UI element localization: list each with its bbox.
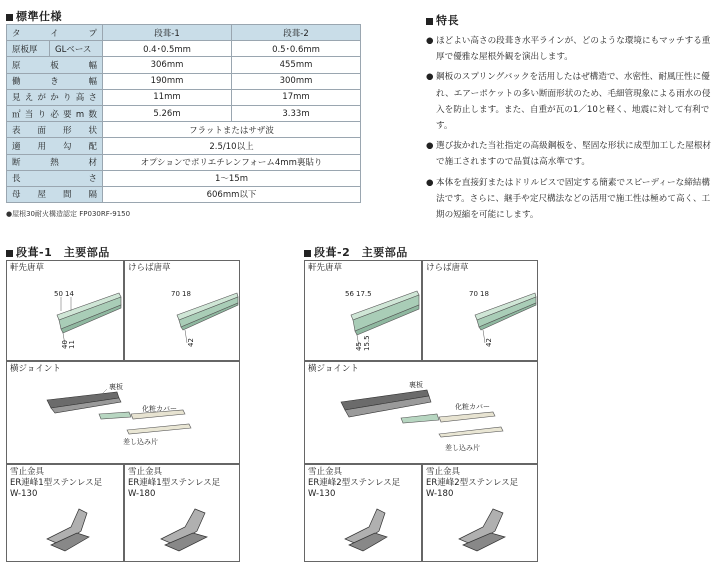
spec-row	[7, 105, 361, 121]
spec-row-label: 適 用 勾 配	[7, 138, 103, 154]
spec-row	[7, 122, 361, 138]
kesho-cover-label: 化粧カバー	[455, 403, 490, 411]
parts1-section-title	[6, 244, 110, 260]
dim-label: 40	[61, 340, 69, 349]
yuki-sub-label: ER連峰1型ステンレス足	[10, 478, 103, 488]
spec-cell: 0.4･0.5mm	[103, 41, 232, 57]
fire-cert-note: ●屋根30耐火構造認定 FP030RF-9150	[6, 210, 131, 218]
sashikomi-label: 差し込み片	[445, 444, 480, 452]
parts2-yuki1-cell	[304, 464, 422, 562]
parts1-yuki2-cell	[124, 464, 240, 562]
yuki-label: 雪止金具	[128, 467, 163, 477]
parts1-noki-cell	[6, 260, 124, 361]
spec-cell: 300mm	[232, 73, 361, 89]
parts1-yuki1-cell	[6, 464, 124, 562]
dim-label: 50	[54, 290, 63, 298]
yuki-sub-label: ER連峰1型ステンレス足	[128, 478, 221, 488]
noki-karakusa-drawing	[305, 275, 421, 361]
kera-label: けらば唐草	[128, 263, 171, 273]
spec-header-type: タ イ プ	[7, 25, 103, 41]
dim-label: 11	[68, 340, 76, 349]
bullet-icon: ●	[426, 141, 434, 152]
features-list	[426, 33, 716, 227]
dim-label: 18	[480, 290, 489, 298]
yukidome-bracket-drawing	[125, 501, 239, 561]
yuki-sub-label: ER連峰2型ステンレス足	[308, 478, 401, 488]
feature-item	[426, 175, 716, 224]
yuki-label: 雪止金具	[426, 467, 461, 477]
spec-cell: 17mm	[232, 89, 361, 105]
yoko-joint-drawing	[7, 362, 239, 462]
yukidome-bracket-drawing	[305, 501, 421, 561]
features-section-title	[426, 12, 459, 28]
feature-text: 本体を直接釘またはドリルビスで固定する簡素でスピーディーな締結構法です。さらに、継手や定尺構法などの活用で施工性は極めて高く、工期の短縮を可能にします。	[436, 177, 711, 221]
joint-label: 横ジョイント	[308, 364, 359, 374]
spec-row-label: 見えがかり高さ	[7, 89, 103, 105]
spec-row	[7, 41, 361, 57]
feature-item	[426, 138, 716, 170]
spec-row	[7, 186, 361, 202]
dim-label: 18	[182, 290, 191, 298]
dim-label: 14	[65, 290, 74, 298]
feature-item	[426, 69, 716, 134]
dim-label: 56	[345, 290, 354, 298]
sashikomi-label: 差し込み片	[123, 438, 158, 446]
yuki-label: 雪止金具	[308, 467, 343, 477]
noki-label: 軒先唐草	[10, 263, 45, 273]
bullet-icon: ●	[426, 36, 434, 46]
yuki-code-label: W-130	[308, 489, 336, 499]
spec-cell: 3.33m	[232, 105, 361, 121]
yuki1-labels	[10, 467, 102, 500]
kera-label: けらば唐草	[426, 263, 469, 273]
spec-row-label: ㎡当り必要m数	[7, 105, 103, 121]
parts2-section-title	[304, 244, 408, 260]
spec-row-label: 長 さ	[7, 170, 103, 186]
dim-label: 42	[485, 338, 493, 347]
square-bullet-icon	[426, 18, 433, 25]
joint-label: 横ジョイント	[10, 364, 61, 374]
spec-cell: 5.26m	[103, 105, 232, 121]
spec-cell: 11mm	[103, 89, 232, 105]
square-bullet-icon	[6, 14, 13, 21]
yuki-sub-label: ER連峰2型ステンレス足	[426, 478, 519, 488]
spec-cell-span: 2.5/10以上	[103, 138, 361, 154]
yukidome-bracket-drawing	[423, 501, 537, 561]
yukidome-bracket-drawing	[7, 501, 123, 561]
spec-row	[7, 89, 361, 105]
feature-text: 選び抜かれた当社指定の高級鋼板を、堅固な形状に成型加工した屋根材で施工されますので品質は高水準です。	[436, 141, 712, 168]
yuki2-labels	[426, 467, 518, 500]
noki-label: 軒先唐草	[308, 263, 343, 273]
parts1-kera-cell	[124, 260, 240, 361]
yuki-code-label: W-130	[10, 489, 38, 499]
parts1-joint-cell	[6, 361, 240, 464]
spec-header-dan1: 段葺-1	[103, 25, 232, 41]
spec-row	[7, 57, 361, 73]
spec-header-dan2: 段葺-2	[232, 25, 361, 41]
features-title: 特長	[436, 14, 459, 27]
spec-cell: 0.5･0.6mm	[232, 41, 361, 57]
spec-row-label: 断 熱 材	[7, 154, 103, 170]
parts2-noki-cell	[304, 260, 422, 361]
dim-label: 70	[469, 290, 478, 298]
parts1-title: 段葺-1 主要部品	[16, 246, 110, 259]
yoko-joint-drawing	[305, 362, 537, 462]
parts2-joint-cell	[304, 361, 538, 464]
noki-karakusa-drawing	[7, 275, 123, 361]
spec-cell-span: オプションでポリエチレンフォーム4mm裏貼り	[103, 154, 361, 170]
spec-section-title	[6, 8, 62, 24]
spec-row-label: 原 板 幅	[7, 57, 103, 73]
spec-row-label: 母 屋 間 隔	[7, 186, 103, 202]
parts2-title: 段葺-2 主要部品	[314, 246, 408, 259]
dim-label: 17.5	[356, 290, 372, 298]
spec-table	[6, 24, 361, 203]
spec-row	[7, 170, 361, 186]
spec-row-label: 原板厚	[7, 41, 50, 57]
spec-row	[7, 138, 361, 154]
yuki-label: 雪止金具	[10, 467, 45, 477]
kera-karakusa-drawing	[423, 275, 537, 361]
spec-cell: 190mm	[103, 73, 232, 89]
dim-label: 42	[187, 338, 195, 347]
dim-label: 45	[355, 342, 363, 351]
bullet-icon: ●	[426, 72, 434, 83]
spec-cell-span: フラットまたはサザ波	[103, 122, 361, 138]
parts2-yuki2-cell	[422, 464, 538, 562]
spec-cell: 455mm	[232, 57, 361, 73]
spec-cell-span: 606mm以下	[103, 186, 361, 202]
feature-text: 鋼板のスプリングバックを活用したはぜ構造で、水密性、耐風圧性に優れ、エアーポケットの多い断面形状のため、毛細管現象による雨水の侵入を防止します。また、自重が瓦の1／10と軽く、地震に対して有利です。	[436, 72, 711, 132]
yuki2-labels	[128, 467, 220, 500]
kesho-cover-label: 化粧カバー	[142, 405, 177, 413]
spec-cell-span: 1～15m	[103, 170, 361, 186]
yuki1-labels	[308, 467, 400, 500]
spec-header-row	[7, 25, 361, 41]
square-bullet-icon	[304, 250, 311, 257]
kera-karakusa-drawing	[125, 275, 239, 361]
feature-text: ほどよい高さの段葺き水平ラインが、どのような環境にもマッチする重厚で優雅な屋根外観を演出します。	[436, 36, 711, 63]
spec-cell: 306mm	[103, 57, 232, 73]
dim-label: 15.5	[363, 335, 371, 351]
spec-title: 標準仕様	[16, 10, 62, 23]
spec-row	[7, 154, 361, 170]
yuki-code-label: W-180	[128, 489, 156, 499]
square-bullet-icon	[6, 250, 13, 257]
spec-row-label: 表 面 形 状	[7, 122, 103, 138]
spec-row	[7, 73, 361, 89]
spec-row-label: 働 き 幅	[7, 73, 103, 89]
urita-label: 裏板	[409, 381, 423, 389]
bullet-icon: ●	[426, 177, 434, 188]
urita-label: 裏板	[109, 383, 123, 391]
feature-item	[426, 33, 716, 65]
yuki-code-label: W-180	[426, 489, 454, 499]
spec-row-sublabel: GLベース	[50, 41, 103, 57]
dim-label: 70	[171, 290, 180, 298]
parts2-kera-cell	[422, 260, 538, 361]
